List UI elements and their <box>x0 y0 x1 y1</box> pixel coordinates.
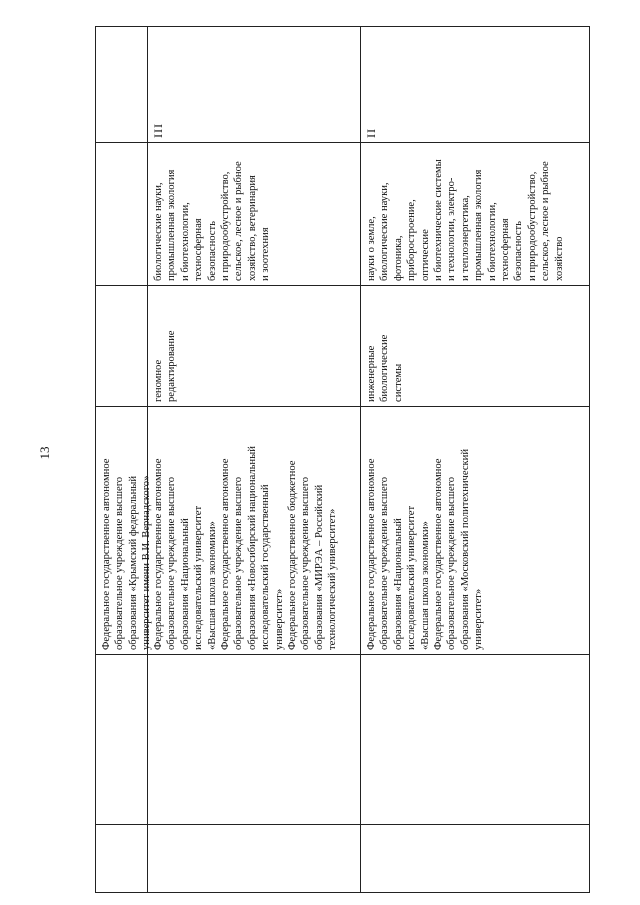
science-field-line: безопасность <box>513 221 525 281</box>
organizations-cell <box>361 406 589 654</box>
organization-line: технологический университет» <box>327 508 339 650</box>
organization-line: Федеральное государственное бюджетное <box>287 460 299 650</box>
science-field-line: и биотехнические системы <box>433 159 445 281</box>
organization-line: университет» <box>473 588 485 650</box>
number-cell <box>361 824 589 892</box>
science-field-line: сельское, лесное и рыбное <box>540 161 552 281</box>
science-field-line: биологические науки, <box>379 182 391 281</box>
organization-line: образовательное учреждение высшего <box>446 476 458 650</box>
science-field-line: фотоника, <box>392 235 404 281</box>
technology-line: редактирование <box>166 330 178 402</box>
empty-cell <box>148 654 360 824</box>
number-cell <box>148 824 360 892</box>
science-field-line: хозяйство, ветеринария <box>246 175 258 281</box>
organization-line: образования «МИРЭА – Российский <box>313 484 325 650</box>
number-cell <box>96 824 147 892</box>
organization-line: Федеральное государственное автономное <box>366 458 377 650</box>
level-label: III <box>151 123 165 138</box>
technology-line: инженерные <box>366 345 377 402</box>
science-fields-cell <box>96 142 147 285</box>
science-fields-cell <box>361 142 589 285</box>
page-number: 13 <box>37 446 52 460</box>
technology-cell <box>148 285 360 406</box>
science-field-line: и биотехнологии, <box>486 202 498 281</box>
science-field-line: науки о земле, <box>366 216 377 281</box>
science-field-line: промышленная экология <box>166 169 178 281</box>
science-fields-cell <box>148 142 360 285</box>
table-row <box>148 27 361 892</box>
organization-line: образования «Крымский федеральный <box>127 475 139 650</box>
organizations-cell <box>96 406 153 654</box>
organization-line: образования «Национальный <box>392 518 404 650</box>
level-label: II <box>364 128 378 138</box>
organization-line: «Высшая школа экономики» <box>206 521 218 650</box>
science-field-line: промышленная экология <box>473 169 485 281</box>
empty-cell <box>361 654 589 824</box>
organization-line: университет имени В.И. Вернадского» <box>141 475 153 650</box>
science-field-line: биологические науки, <box>153 182 164 281</box>
organization-line: образования «Национальный <box>179 518 191 650</box>
science-field-line: и природообустройство, <box>220 171 232 281</box>
level-cell <box>361 25 589 142</box>
empty-cell <box>96 654 147 824</box>
organization-line: образования «Новосибирский национальный <box>246 446 258 650</box>
organization-line: образовательное учреждение высшего <box>233 476 245 650</box>
technology-line: системы <box>392 363 404 402</box>
science-field-line: приборостроение, <box>406 199 418 281</box>
technology-line: биологические <box>379 334 391 402</box>
organization-line: образовательное учреждение высшего <box>379 476 391 650</box>
science-field-line: хозяйство <box>553 236 565 281</box>
science-field-line: техносферная <box>193 218 205 281</box>
science-field-line: и зоотехния <box>260 227 272 281</box>
science-field-line: и технологии, электро- <box>446 177 458 281</box>
organization-line: исследовательский университет <box>193 505 205 650</box>
document-table <box>95 26 590 893</box>
science-field-line: и теплоэнергетика, <box>459 195 471 281</box>
science-field-line: техносферная <box>500 218 512 281</box>
organization-line: Федеральное государственное автономное <box>220 458 232 650</box>
organization-line: образования «Московский политехнический <box>459 448 471 650</box>
science-field-line: и биотехнологии, <box>179 202 191 281</box>
organization-line: образовательное учреждение высшего <box>166 476 178 650</box>
technology-line: геномное <box>153 359 164 402</box>
organizations-cell <box>148 406 360 654</box>
science-field-line: сельское, лесное и рыбное <box>233 161 245 281</box>
organization-line: «Высшая школа экономики» <box>419 521 431 650</box>
organization-line: образовательное учреждение высшего <box>114 476 126 650</box>
table-row <box>96 27 153 892</box>
organization-line: исследовательский университет <box>406 505 418 650</box>
organization-line: исследовательский государственный <box>260 484 272 650</box>
science-field-line: безопасность <box>206 221 218 281</box>
table-row <box>361 27 589 892</box>
organization-line: образовательное учреждение высшего <box>300 476 312 650</box>
technology-cell <box>96 285 147 406</box>
technology-cell <box>361 285 589 406</box>
level-cell <box>148 25 360 142</box>
organization-line: Федеральное государственное автономное <box>153 458 164 650</box>
level-cell <box>96 25 147 142</box>
organization-line: Федеральное государственное автономное <box>433 458 445 650</box>
science-field-line: оптические <box>419 229 431 281</box>
organization-line: университет» <box>273 588 285 650</box>
organization-line: Федеральное государственное автономное <box>101 458 112 650</box>
science-field-line: и природообустройство, <box>526 171 538 281</box>
